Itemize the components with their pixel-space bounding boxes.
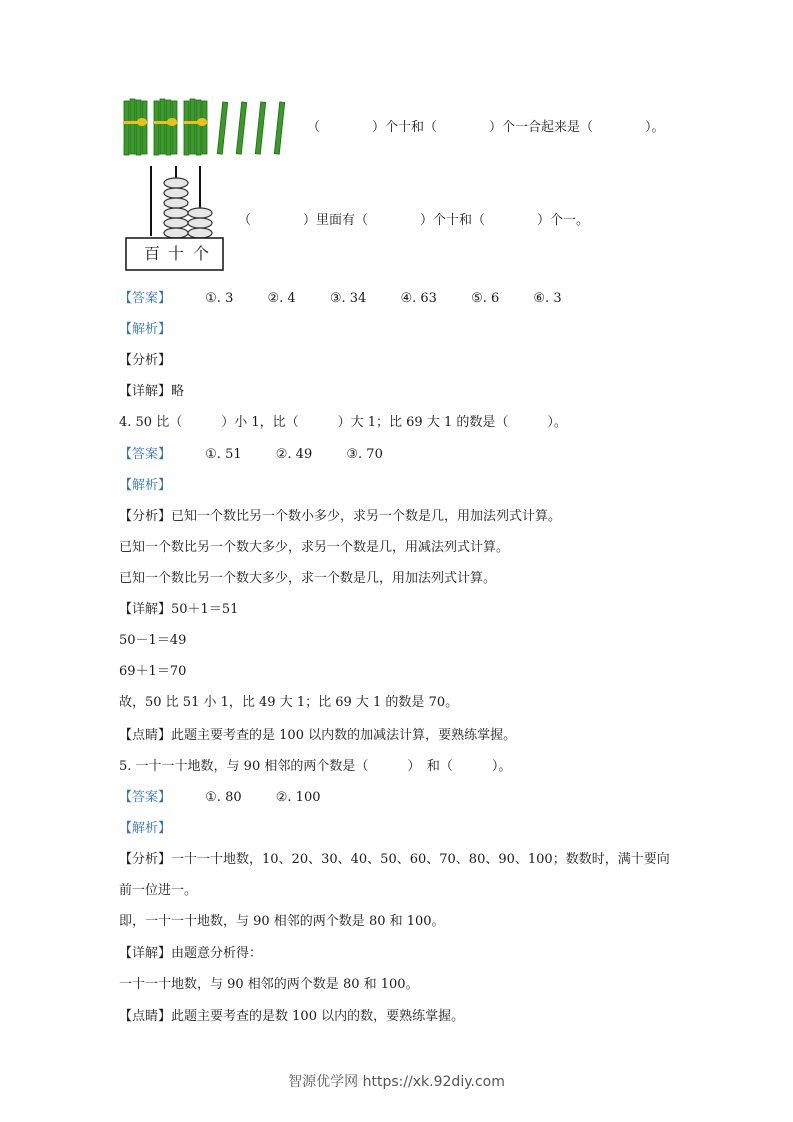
q5-answer-row	[119, 789, 321, 807]
answer-tag: 【答案】	[119, 790, 172, 805]
xiangjie-line-1: 由题意分析得：	[171, 946, 263, 961]
xiangjie-line-3: 69＋1＝70	[119, 664, 187, 679]
xiangjie-line-4: 故，50 比 51 小 1，比 49 大 1；比 69 大 1 的数是 70。	[119, 695, 459, 710]
dianjing-text: 此题主要考查的是数 100 以内的数，要熟练掌握。	[171, 1009, 465, 1024]
answer-3: ③. 70	[346, 447, 383, 462]
single-sticks	[217, 102, 284, 154]
q5-stem: 5. 一十一十地数，与 90 相邻的两个数是（ ） 和（ ）。	[119, 759, 512, 774]
xiangjie-line-2: 一十一十地数，与 90 相邻的两个数是 80 和 100。	[119, 977, 419, 992]
fenxi-line-3: 即，一十一十地数，与 90 相邻的两个数是 80 和 100。	[119, 914, 445, 929]
q4-stem: 4. 50 比（ ）小 1，比（ ）大 1；比 69 大 1 的数是（ ）。	[119, 415, 567, 430]
q3-xiangjie: 【详解】略	[119, 384, 185, 399]
answer-1: ①. 80	[205, 790, 242, 805]
answer-2: ②. 4	[267, 291, 296, 306]
fenxi-line-2: 已知一个数比另一个数大多少，求另一个数是几，用减法列式计算。	[119, 540, 510, 555]
xiangjie-line-2: 50－1＝49	[119, 633, 187, 648]
fenxi-line-1: 已知一个数比另一个数小多少，求另一个数是几，用加法列式计算。	[171, 509, 562, 524]
page-footer-watermark: 智源优学网 https://xk.92diy.com	[288, 1074, 505, 1090]
abacus-label-ones: 个	[193, 244, 210, 263]
fenxi-line-1: 一十一十地数，10、20、30、40、50、60、70、80、90、100；数数时，满十要向	[171, 852, 670, 867]
q3-answer-row	[119, 290, 562, 308]
answer-3: ③. 34	[329, 291, 367, 306]
q3-line2: （ ）里面有（ ）个十和（ ）个一。	[238, 213, 590, 228]
stick-bundle-3	[184, 99, 207, 155]
fenxi-tag: 【分析】	[119, 509, 172, 524]
q4-xiangjie	[119, 601, 238, 619]
answer-tag: 【答案】	[119, 291, 172, 306]
q3-fenxi: 【分析】	[119, 353, 172, 368]
stick-bundle-2	[154, 99, 177, 155]
fenxi-line-3: 已知一个数比另一个数大多少，求一个数是几，用加法列式计算。	[119, 571, 497, 586]
answer-2: ②. 100	[275, 790, 321, 805]
q5-dianjing	[119, 1008, 464, 1026]
answer-6: ⑥. 3	[533, 291, 562, 306]
q4-dianjing	[119, 727, 516, 745]
fenxi-line-2: 前一位进一。	[119, 883, 198, 898]
dianjing-text: 此题主要考查的是 100 以内数的加减法计算，要熟练掌握。	[171, 728, 517, 743]
answer-1: ①. 51	[205, 447, 242, 462]
q3-line1: （ ）个十和（ ）个一合起来是（ ）。	[307, 120, 665, 135]
answer-5: ⑤. 6	[471, 291, 500, 306]
answer-2: ②. 49	[275, 447, 313, 462]
abacus-label-tens: 十	[168, 244, 185, 263]
answer-1: ①. 3	[205, 291, 234, 306]
answer-tag: 【答案】	[119, 447, 172, 462]
dianjing-tag: 【点睛】	[119, 1009, 172, 1024]
q4-fenxi	[119, 508, 561, 526]
abacus-label-hundreds: 百	[144, 244, 161, 263]
q4-answer-row	[119, 446, 383, 464]
fenxi-tag: 【分析】	[119, 852, 172, 867]
counting-sticks-illustration	[122, 98, 294, 158]
q3-jiexi: 【解析】	[119, 322, 172, 337]
q5-xiangjie	[119, 945, 262, 963]
q4-jiexi: 【解析】	[119, 478, 172, 493]
answer-4: ④. 63	[400, 291, 437, 306]
xiangjie-tag: 【详解】	[119, 946, 172, 961]
xiangjie-line-1: 50＋1＝51	[171, 602, 239, 617]
dianjing-tag: 【点睛】	[119, 728, 172, 743]
stick-bundle-1	[124, 99, 147, 155]
q5-fenxi	[119, 851, 670, 869]
q5-jiexi: 【解析】	[119, 821, 172, 836]
xiangjie-tag: 【详解】	[119, 602, 172, 617]
